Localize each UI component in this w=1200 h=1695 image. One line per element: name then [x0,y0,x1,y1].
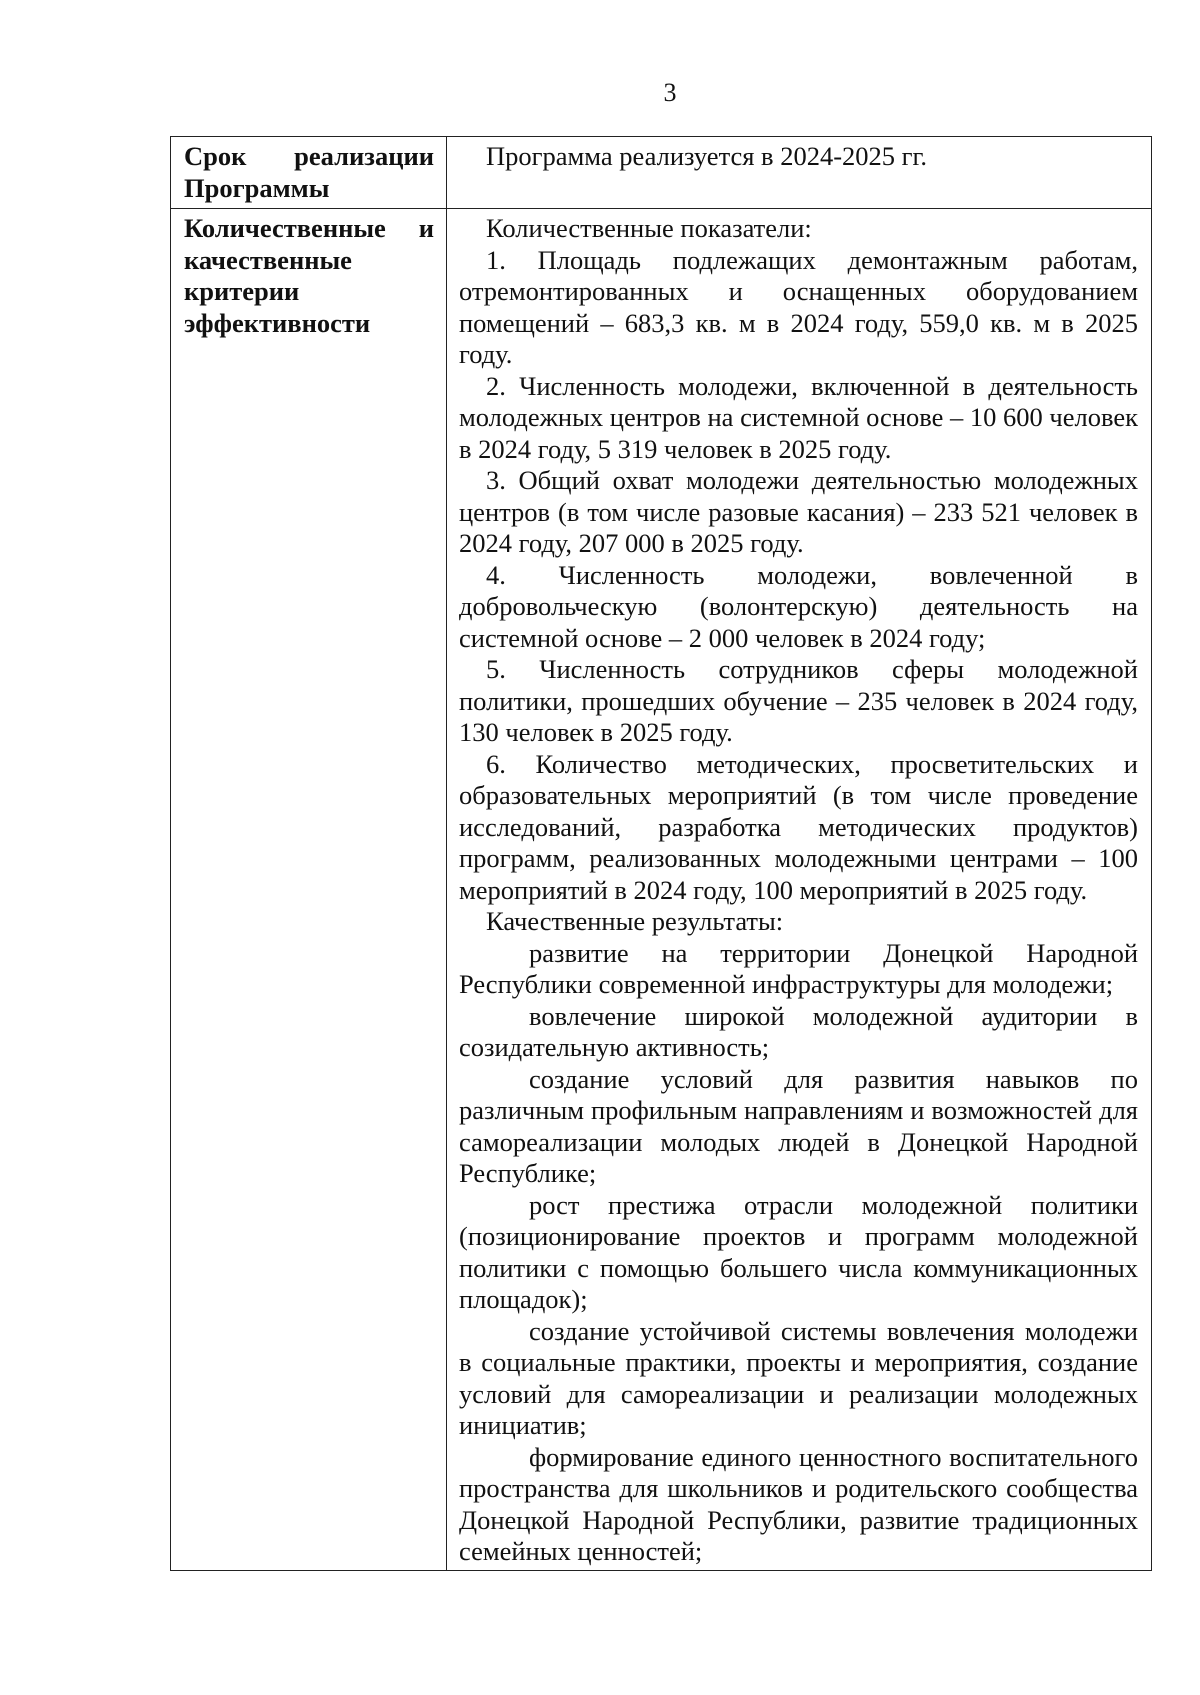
indicator-paragraph: 6. Количество методических, просветительских и образовательных мероприятий (в том числе проведение исследований, разработка методических продуктов) программ, реализованных молодежными центрами – 100 мероприятий в 2024 году, 100 мероприятий в 2025 году. [459,748,1138,905]
row-label-term [171,137,447,209]
result-paragraph: развитие на территории Донецкой Народной Республики современной инфраструктуры для молодежи; [459,937,1138,999]
indicator-paragraph: 5. Численность сотрудников сферы молодежной политики, прошедших обучение – 235 человек в 2024 году, 130 человек в 2025 году. [459,654,1138,747]
indicator-paragraph: 3. Общий охват молодежи деятельностью молодежных центров (в том числе разовые касания) – 233 521 человек в 2024 году, 207 000 в 2025 году. [459,465,1138,558]
program-passport-table [170,136,1152,1571]
row-content-criteria [447,209,1152,1571]
row-label-criteria [171,209,447,1571]
indicator-paragraph: 1. Площадь подлежащих демонтажным работам, отремонтированных и оснащенных оборудованием помещений – 683,3 кв. м в 2024 году, 559,0 кв. м в 2025 году. [459,244,1138,369]
section-heading-quantitative: Количественные показатели: [486,213,812,243]
row-label-text: Количественные и качественные критерии эффективности [184,213,434,338]
row-label-text: Срок реализации Программы [184,141,434,203]
result-paragraph: вовлечение широкой молодежной аудитории в созидательную активность; [459,1000,1138,1062]
indicator-paragraph: 4. Численность молодежи, вовлеченной в добровольческую (волонтерскую) деятельность на системной основе – 2 000 человек в 2024 году; [459,559,1138,653]
row-content-term [447,137,1152,209]
section-heading-qualitative: Качественные результаты: [486,906,784,936]
table-row-term [171,137,1152,209]
result-paragraph: создание условий для развития навыков по различным профильным направлениям и возможностей для самореализации молодых людей в Донецкой Народной Республике; [459,1063,1138,1188]
result-paragraph: создание устойчивой системы вовлечения молодежи в социальные практики, проекты и мероприятия, создание условий для самореализации и реализации молодежных инициатив; [459,1315,1138,1440]
table-row-criteria [171,209,1152,1571]
page-number: 3 [663,78,677,107]
indicator-paragraph: 2. Численность молодежи, включенной в деятельность молодежных центров на системной основе – 10 600 человек в 2024 году, 5 319 человек в 2025 году. [459,370,1138,464]
paragraph: Программа реализуется в 2024-2025 гг. [486,141,928,171]
result-paragraph: рост престижа отрасли молодежной политики (позиционирование проектов и программ молодежной политики с помощью большего числа коммуникационных площадок); [459,1189,1138,1314]
result-paragraph: формирование единого ценностного воспитательного пространства для школьников и родительского сообщества Донецкой Народной Республики, развитие традиционных семейных ценностей; [459,1441,1138,1566]
